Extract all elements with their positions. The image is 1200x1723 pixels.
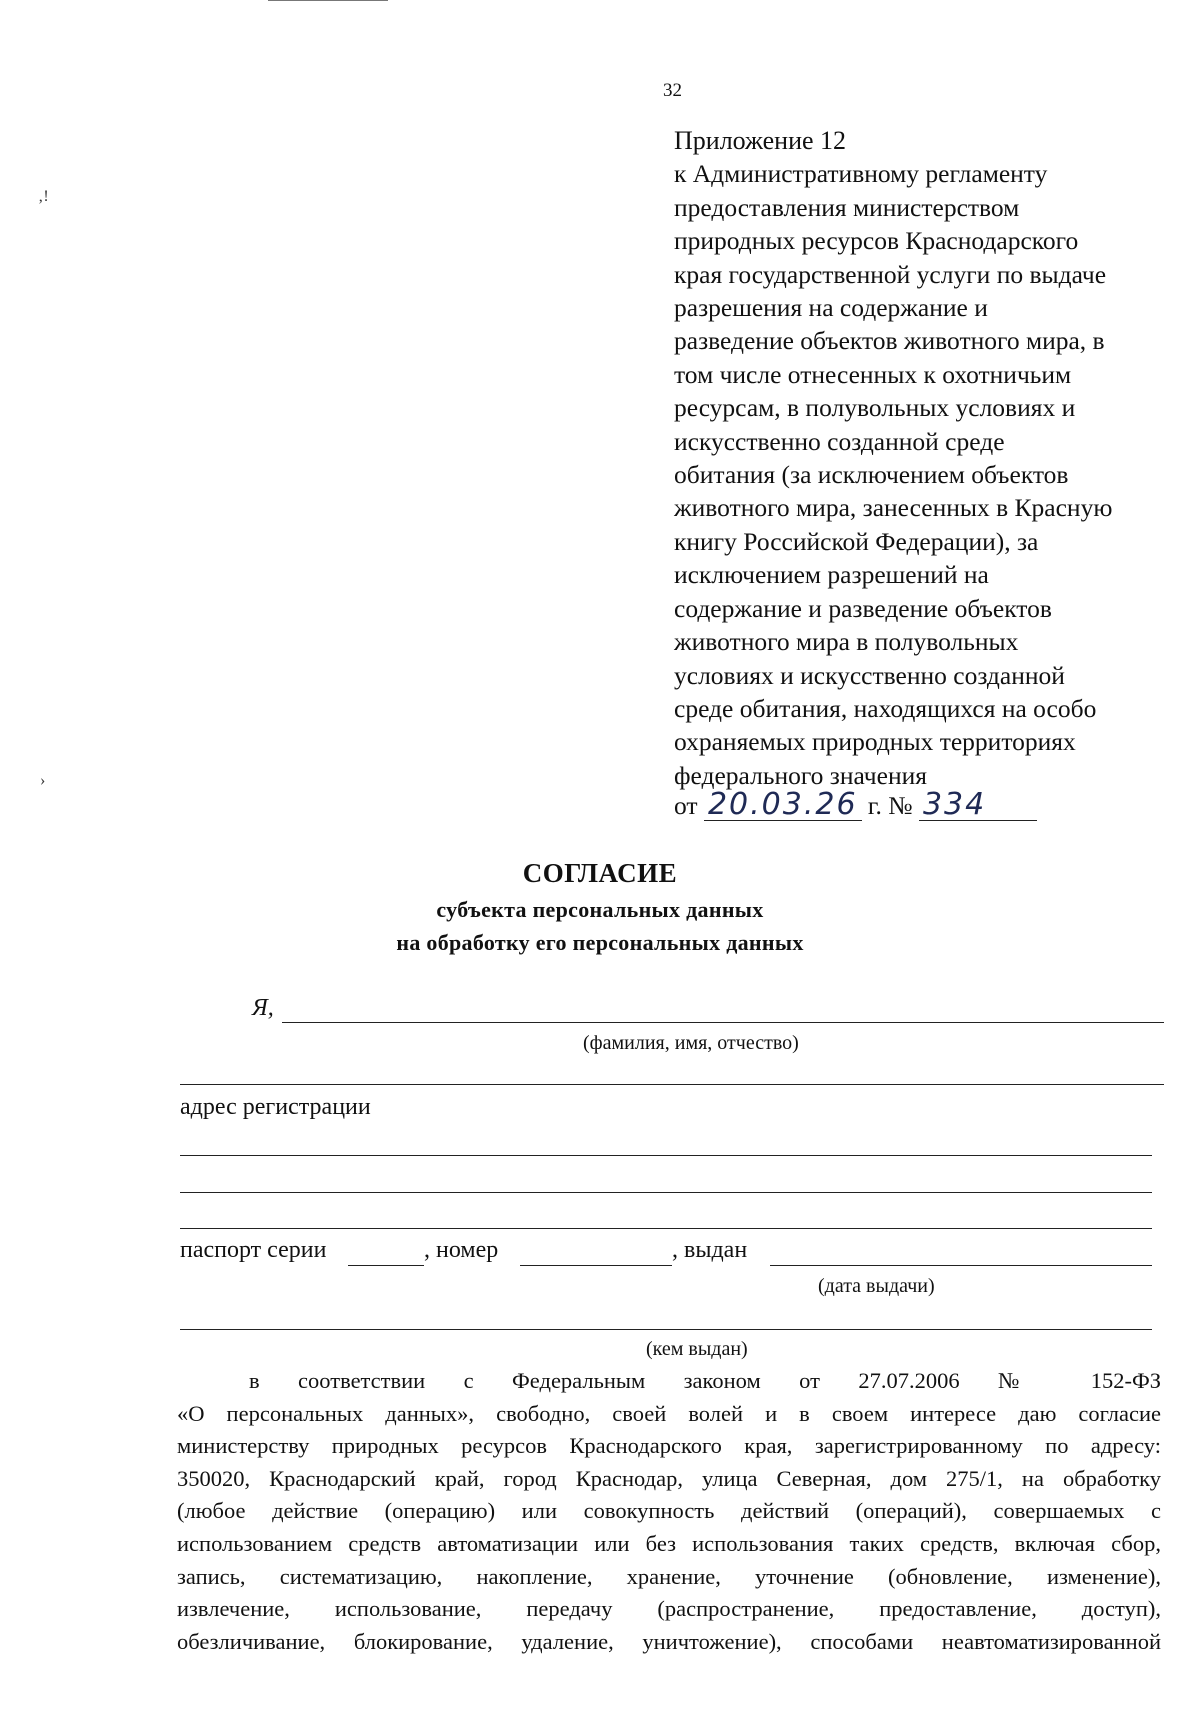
appendix-line: разведение объектов животного мира, в xyxy=(674,326,1105,356)
paragraph-line: использованием средств автоматизации или без использования таких средств, включая сбор, xyxy=(177,1530,1161,1556)
paragraph-line: обезличивание, блокирование, удаление, уничтожение), способами неавтоматизированной xyxy=(177,1628,1161,1654)
address-field-line[interactable] xyxy=(180,1155,1152,1156)
handwritten-date: 20.03.26 xyxy=(704,790,862,821)
passport-series-label: паспорт серии xyxy=(180,1237,327,1263)
appendix-line: охраняемых природных территориях xyxy=(674,727,1076,757)
name-caption: (фамилия, имя, отчество) xyxy=(583,1032,799,1054)
appendix-line: края государственной услуги по выдаче xyxy=(674,259,1107,289)
address-field-line[interactable] xyxy=(180,1228,1152,1229)
appendix-line: животного мира, занесенных в Красную xyxy=(674,493,1113,523)
appendix-line: природных ресурсов Краснодарского xyxy=(674,226,1079,256)
passport-number-label: , номер xyxy=(424,1237,499,1263)
name-prefix: Я, xyxy=(252,995,274,1021)
appendix-line: животного мира в полувольных xyxy=(674,627,1019,657)
scan-artifact-mark: › xyxy=(40,772,46,789)
passport-series-field[interactable] xyxy=(348,1265,424,1266)
appendix-line: ресурсам, в полувольных условиях и xyxy=(674,393,1076,423)
appendix-line: исключением разрешений на xyxy=(674,560,989,590)
date-prefix: от xyxy=(674,791,698,820)
name-field-line[interactable] xyxy=(282,1022,1164,1023)
scan-artifact-mark: ‚! xyxy=(38,188,49,205)
issued-by-caption: (кем выдан) xyxy=(646,1338,748,1360)
appendix-header xyxy=(674,124,1184,792)
issue-date-caption: (дата выдачи) xyxy=(818,1275,935,1297)
appendix-line: к Административному регламенту xyxy=(674,159,1048,189)
issue-date-field[interactable] xyxy=(770,1265,1152,1266)
paragraph-line: в соответствии с Федеральным законом от 27.07.2006 № 152-ФЗ xyxy=(249,1368,1161,1393)
appendix-line: книгу Российской Федерации), за xyxy=(674,526,1039,556)
appendix-line: федерального значения xyxy=(674,760,927,790)
document-subtitle: на обработку его персональных данных xyxy=(396,930,804,955)
scan-artifact-line xyxy=(268,0,388,1)
issued-by-field[interactable] xyxy=(180,1329,1152,1330)
address-field-line[interactable] xyxy=(180,1192,1152,1193)
appendix-line: искусственно созданной среде xyxy=(674,426,1005,456)
appendix-line: разрешения на содержание и xyxy=(674,293,988,323)
appendix-line: содержание и разведение объектов xyxy=(674,593,1052,623)
paragraph-line: министерству природных ресурсов Краснодарского края, зарегистрированному по адресу: xyxy=(177,1433,1161,1459)
paragraph-line: запись, систематизацию, накопление, хранение, уточнение (обновление, изменение), xyxy=(177,1563,1161,1589)
paragraph-line: «О персональных данных», свободно, своей волей и в своем интересе даю согласие xyxy=(177,1400,1161,1426)
passport-number-field[interactable] xyxy=(520,1265,672,1266)
consent-paragraph xyxy=(177,1365,1161,1658)
paragraph-line: 350020, Краснодарский край, город Краснодар, улица Северная, дом 275/1, на обработку xyxy=(177,1465,1161,1491)
paragraph-line: извлечение, использование, передачу (распространение, предоставление, доступ), xyxy=(177,1596,1161,1622)
appendix-title: Приложение 12 xyxy=(674,126,847,155)
name-field-line-2[interactable] xyxy=(180,1084,1164,1085)
passport-issued-label: , выдан xyxy=(672,1237,748,1263)
appendix-date-line xyxy=(674,787,1037,822)
appendix-line: предоставления министерством xyxy=(674,192,1020,222)
number-prefix: г. № xyxy=(867,791,913,820)
appendix-line: обитания (за исключением объектов xyxy=(674,460,1069,490)
appendix-line: среде обитания, находящихся на особо xyxy=(674,693,1097,723)
appendix-line: том числе отнесенных к охотничьим xyxy=(674,359,1072,389)
address-label: адрес регистрации xyxy=(180,1094,371,1120)
paragraph-line: (любое действие (операцию) или совокупность действий (операций), совершаемых с xyxy=(177,1498,1161,1524)
document-title: СОГЛАСИЕ xyxy=(522,858,678,888)
page-number: 32 xyxy=(663,80,682,101)
document-subtitle: субъекта персональных данных xyxy=(436,897,764,922)
appendix-line: условиях и искусственно созданной xyxy=(674,660,1065,690)
handwritten-number: 334 xyxy=(919,790,1037,821)
